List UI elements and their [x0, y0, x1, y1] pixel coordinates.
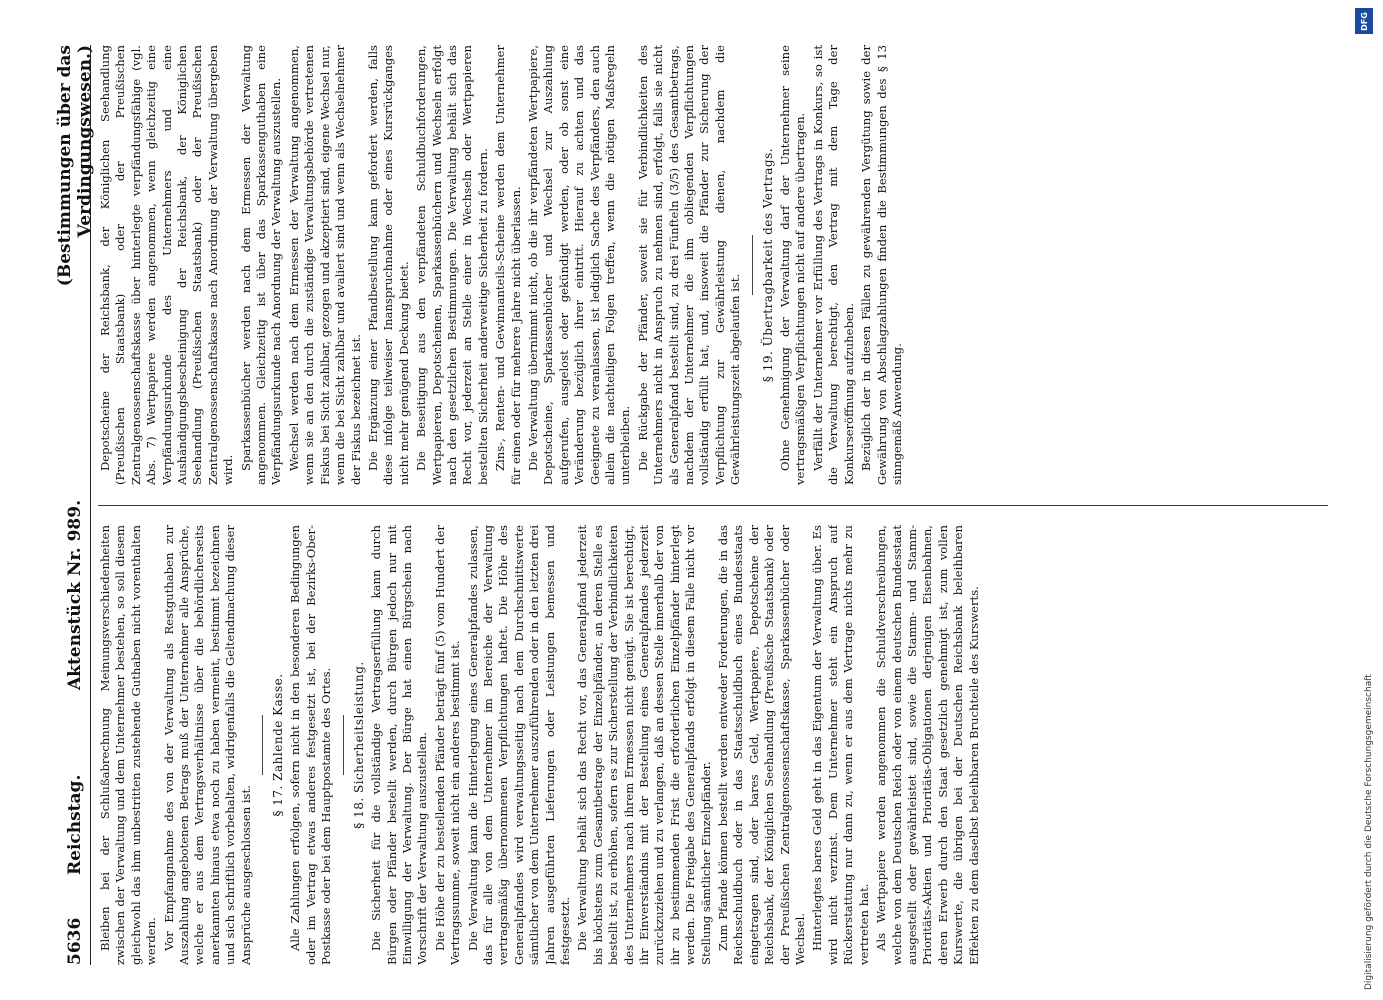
- paragraph: Die Ergänzung einer Pfandbestellung kann gefordert werden, falls diese infolge teilweiser Inanspruchnahme oder eines Kursrückganges nicht mehr genügend Deckung bietet.: [365, 45, 411, 485]
- paragraph: Depotscheine der Reichsbank, der Königlichen Seehandlung (Preußischen Staatsbank) oder der Preußischen Zentralgenossenschaftskasse über hinterlegte verpfändungsfähige (vgl. Abs. 7) Wertpapiere werden angenommen, wenn gleichzeitig eine Verpfändungsurkunde des Unternehmers und eine Aushändigungsbescheinigung der Reichsbank, der Königlichen Seehandlung (Preußischen Staatsbank) oder der Preußischen Zentralgenossenschaftskasse nach Anordnung der Verwaltung übergeben wird.: [98, 45, 236, 485]
- paragraph: Die Sicherheit für die vollständige Vertragserfüllung kann durch Bürgen oder Pfänder bestellt werden, durch Bürgen jedoch nur mit Einwilligung der Verwaltung. Der Bürge hat einen Bürgschein nach Vorschrift der Verwaltung auszustellen.: [369, 525, 430, 965]
- paragraph: Sparkassenbücher werden nach dem Ermessen der Verwaltung angenommen. Gleichzeitig ist über das Sparkassenguthaben eine Verpfändungsurkunde nach Anordnung der Verwaltung auszustellen.: [238, 45, 284, 485]
- right-column: [98, 45, 1328, 485]
- paragraph: Alle Zahlungen erfolgen, sofern nicht in den besonderen Bedingungen oder im Vertrag etwas anderes festgesetzt ist, bei der Bezirks-Ober-Postkasse oder bei dem Hauptpostamte des Ortes.: [288, 525, 334, 965]
- text-columns: [98, 45, 1328, 965]
- paragraph: Ohne Genehmigung der Verwaltung darf der Unternehmer seine vertragsmäßigen Verpflichtungen nicht auf andere übertragen.: [778, 45, 808, 485]
- paragraph: Bezüglich der in diesen Fällen zu gewährenden Vergütung sowie der Gewährung von Abschlagzahlungen finden die Bestimmungen des § 13 sinngemäß Anwendung.: [859, 45, 904, 485]
- page-number: 5636: [65, 917, 85, 965]
- funding-note: Digitalisierung gefördert durch die Deutsche Forschungsgemeinschaft: [1364, 674, 1374, 990]
- paragraph: Die Rückgabe der Pfänder, soweit sie für Verbindlichkeiten des Unternehmers nicht in Anspruch zu nehmen sind, erfolgt, falls sie nicht als Generalpfand bestellt sind, zu drei Fünfteln (3/5) des Gesamtbetrags, nachdem der Unternehmer die ihm obliegenden Verpflichtungen vollständig erfüllt hat, und, insoweit die Pfänder zur Sicherung der Verpflichtung zur Gewährleistung dienen, nachdem die Gewährleistungszeit abgelaufen ist.: [635, 45, 743, 485]
- paragraph: Die Beseitigung aus den verpfändeten Schuldbuchforderungen, Wertpapieren, Depotscheinen, Sparkassenbüchern und Wechseln erfolgt nach den gesetzlichen Bestimmungen. Die Verwaltung behält sich das Recht vor, jederzeit an Stelle einer in Wechseln oder Wertpapieren bestellten Sicherheit anderweitige Sicherheit zu fordern.: [414, 45, 490, 485]
- paragraph: Hinterlegtes bares Geld geht in das Eigentum der Verwaltung über. Es wird nicht verzinst. Dem Unternehmer steht ein Anspruch auf Rückerstattung nur dann zu, wenn er aus dem Vertrage nichts mehr zu vertreten hat.: [810, 525, 871, 965]
- header-right-label: (Bestimmungen über das Verdingungswesen.): [55, 45, 95, 287]
- paragraph: Als Wertpapiere werden angenommen die Schuldverschreibungen, welche von dem Deutschen Reich oder von einem deutschen Bundesstaat ausgestellt oder gewährleistet sind, sowie die Stamm- und Stamm-Prioritäts-Aktien und Prioritäts-Obligationen derjenigen Eisenbahnen, deren Erwerb durch den Staat gesetzlich genehmigt ist, zum vollen Kurswerte, die übrigen bei der Deutschen Reichsbank beleihbaren Effekten zu dem daselbst beleihbaren Bruchteile des Kurswerts.: [874, 525, 981, 965]
- column-divider: [98, 505, 1328, 506]
- paragraph: Die Höhe der zu bestellenden Pfänder beträgt fünf (5) vom Hundert der Vertragssumme, soweit nicht ein anderes bestimmt ist.: [432, 525, 463, 965]
- paragraph: Die Verwaltung kann die Hinterlegung eines Generalpfandes zulassen, das für alle von dem Unternehmer im Bereiche der Verwaltung vertragsmäßig übernommenen Verpflichtungen haftet. Die Höhe des Generalpfandes wird verwaltungsseitig nach dem Durchschnittswerte sämtlicher von dem Unternehmer auszuführenden oder in den letzten drei Jahren ausgeführten Lieferungen oder Leistungen bemessen und festgesetzt.: [465, 525, 572, 965]
- paragraph: Zins-, Renten- und Gewinnanteils-Scheine werden dem Unternehmer für einen oder für mehrere Jahre nicht überlassen.: [493, 45, 523, 485]
- paragraph: Die Verwaltung behält sich das Recht vor, das Generalpfand jederzeit bis höchstens zum Gesamtbetrage der Einzelpfänder, an deren Stelle es bestellt ist, zu erhöhen, sofern es zur Sicherstellung der Verbindlichkeiten des Unternehmers nach ihrem Ermessen nicht genügt. Sie ist berechtigt, ihr Einverständnis mit der Bestellung eines Generalpfandes jederzeit zurückzuziehen und zu verlangen, daß an dessen Stelle innerhalb der von ihr zu bestimmenden Frist die erforderlichen Einzelpfänder hinterlegt werden. Die Freigabe des Generalpfands erfolgt in diesem Falle nicht vor Stellung sämtlicher Einzelpfänder.: [575, 525, 713, 965]
- header-left-label: Reichstag.: [65, 774, 85, 875]
- page-header: [55, 45, 95, 965]
- divider: [262, 715, 263, 775]
- left-column: [98, 525, 1328, 965]
- rotated-document: [55, 45, 1340, 965]
- divider: [343, 715, 344, 775]
- divider: [752, 235, 753, 295]
- paragraph: Verfällt der Unternehmer vor Erfüllung des Vertrags in Konkurs, so ist die Verwaltung berechtigt, den Vertrag mit dem Tage der Konkurseröffnung aufzuheben.: [810, 45, 856, 485]
- section-heading: § 19. Übertragbarkeit des Vertrags.: [760, 147, 775, 383]
- paragraph: Bleiben bei der Schlußabrechnung Meinungsverschiedenheiten zwischen der Verwaltung und dem Unternehmer bestehen, so soll diesem gleichwohl das ihm unbestritten zustehende Guthaben nicht vorenthalten werden.: [98, 525, 159, 965]
- paragraph: Die Verwaltung übernimmt nicht, ob die ihr verpfändeten Wertpapiere, Depotscheine, Sparkassenbücher und Wechsel zur Auszahlung aufgerufen, ausgelost oder gekündigt werden, oder ob sonst eine Veränderung bezüglich ihrer eintritt. Hierauf zu achten und das Geeignete zu veranlassen, ist lediglich Sache des Verpfänders, den auch allein die nachteiligen Folgen treffen, wenn die nötigen Maßregeln unterbleiben.: [525, 45, 633, 485]
- section-heading: § 17. Zahlende Kasse.: [271, 673, 286, 817]
- paragraph: Zum Pfande können bestellt werden entweder Forderungen, die in das Reichsschuldbuch oder in das Staatsschuldbuch eines Bundesstaats eingetragen sind, oder bares Geld, Wertpapiere, Depotscheine der Reichsbank, der Königlichen Seehandlung (Preußische Staatsbank) oder der Preußischen Zentralgenossenschaftskasse, Sparkassenbücher oder Wechsel.: [716, 525, 808, 965]
- section-heading: § 18. Sicherheitsleistung.: [351, 661, 366, 829]
- paragraph: Vor Empfangnahme des von der Verwaltung als Restguthaben zur Auszahlung angebotenen Betrags muß der Unternehmer alle Ansprüche, welche er aus dem Vertragsverhältnisse über die behördlicherseits anerkannten hinaus etwa noch zu haben vermeint, bestimmt bezeichnen und sich schriftlich vorbehalten, widrigenfalls die Geltendmachung dieser Ansprüche ausgeschlossen ist.: [161, 525, 253, 965]
- dfg-logo: DFG: [1355, 8, 1373, 34]
- paragraph: Wechsel werden nach dem Ermessen der Verwaltung angenommen, wenn sie an den durch die zuständige Verwaltungsbehörde vertretenen Fiskus bei Sicht zahlbar, gezogen und akzeptiert sind, eigene Wechsel nur, wenn die bei Sicht zahlbar und avaliert sind und wenn als Wechselnehmer der Fiskus bezeichnet ist.: [286, 45, 363, 485]
- header-title: Aktenstück Nr. 989.: [65, 500, 85, 691]
